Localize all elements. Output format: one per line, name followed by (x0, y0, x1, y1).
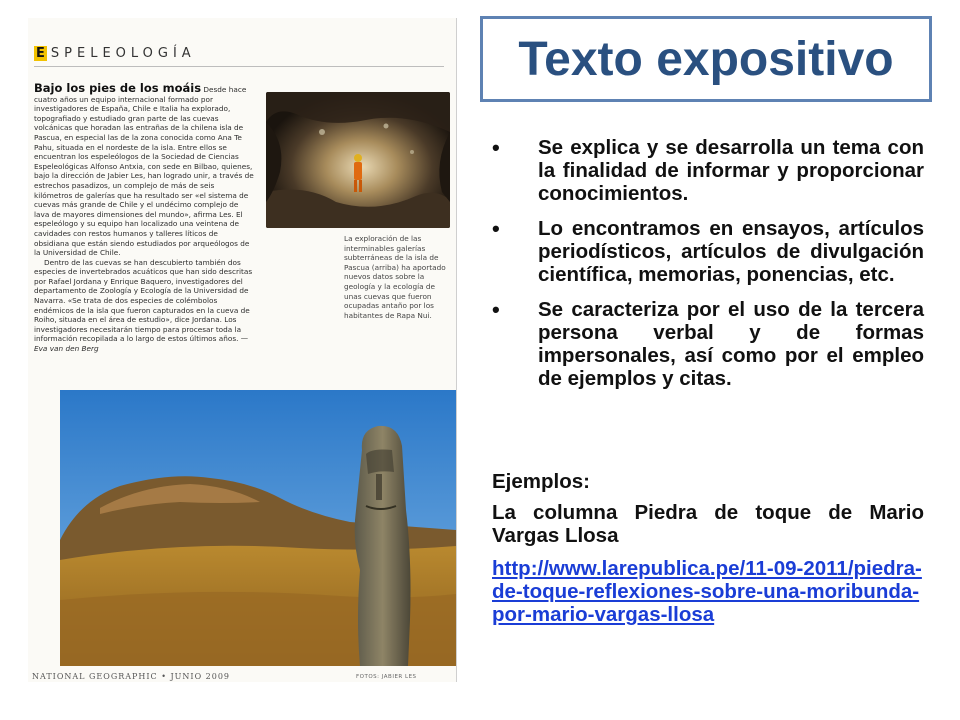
examples-label: Ejemplos: (492, 470, 590, 493)
example-link[interactable]: http://www.larepublica.pe/11-09-2011/piedra-de-toque-reflexiones-sobre-una-moribunda-por-mario-vargas-llosa (492, 557, 922, 626)
bullet-item (492, 298, 924, 390)
photo-caption: La exploración de las interminables galerías subterráneas de la isla de Pascua (arriba) ha aportado nuevos datos sobre la geología y la ecología de unas cuevas que fueron ocupadas antaño por los habitantes de Rapa Nui. (344, 234, 446, 320)
photo-credit: FOTOS: JABIER LES (356, 674, 417, 680)
magazine-section-header (34, 46, 196, 61)
example-text: La columna Piedra de toque de Mario Vargas Llosa (492, 501, 924, 547)
article-paragraph-2: Dentro de las cuevas se han descubierto también dos especies de invertebrados acuáticos que han sido descritas por Rafael Jordana y Enrique Baquero, investigadores del departamento de Zoología y Ecología de la Universidad de Navarra. «Se trata de dos especies de colémbolos endémicos de la isla que fueron capturados en la cueva de Roiho, situada en el área de estudio», dice Jordana. Los investigadores necesitarán tiempo para procesar toda la información recopilada a lo largo de estos últimos años. (34, 257, 253, 344)
header-rule (34, 66, 444, 67)
bullet-text: Se explica y se desarrolla un tema con la finalidad de informar y proporcionar conocimientos. (538, 136, 924, 205)
magazine-page-image (28, 18, 457, 682)
magazine-footer: NATIONAL GEOGRAPHIC • JUNIO 2009 (32, 672, 231, 681)
article-headline: Bajo los pies de los moáis (34, 81, 202, 95)
title-box (480, 16, 932, 102)
bullet-list (492, 136, 924, 402)
bullet-dot-icon: • (492, 297, 500, 322)
article-signature: —Eva van den Berg (34, 334, 249, 354)
bullet-text: Lo encontramos en ensayos, artículos periodísticos, artículos de divulgación científica, memorias, ponencias, etc. (538, 217, 924, 286)
article-paragraph-1: Desde hace cuatro años un equipo internacional formado por investigadores de España, Chile e Italia ha explorado, topografiado y estudiado gran parte de las cuevas volcánicas que horadan las entrañas de la chilena isla de Pascua, en especial las de la zona conocida como Ana Te Pahu, situada en el nordeste de la isla. Entre ellos se encuentran los espeleólogos de la Sociedad de Ciencias Espeleológicas Alfonso Antxia, con sede en Bilbao, quienes, bajo la dirección de Jabier Les, han logrado unir, a través de estrechos pasadizos, un complejo de más de seis kilómetros de galerías que ha resultado ser «el sistema de cuevas más grande de Chile y el undécimo complejo de lava de mayores dimensiones del mundo», afirma Les. El espeleólogo y su equipo han localizado una veintena de cavidades con restos humanos y talleres líticos de obsidiana que están siendo estudiados por arqueólogos de la Universidad de Chile. (34, 85, 254, 258)
bullet-item (492, 217, 924, 286)
bullet-dot-icon: • (492, 135, 500, 160)
section-initial: E (36, 46, 45, 61)
examples-section (492, 470, 924, 626)
bullet-dot-icon: • (492, 216, 500, 241)
magazine-article (34, 81, 254, 354)
slide-title: Texto expositivo (518, 32, 894, 86)
moai-statue (355, 426, 411, 666)
section-name: SPELEOLOGÍA (50, 46, 196, 61)
bullet-text: Se caracteriza por el uso de la tercera persona verbal y de formas impersonales, así como por el empleo de ejemplos y citas. (538, 298, 924, 390)
moai-landscape-photo (60, 390, 456, 666)
cave-photo (266, 92, 450, 228)
bullet-item (492, 136, 924, 205)
